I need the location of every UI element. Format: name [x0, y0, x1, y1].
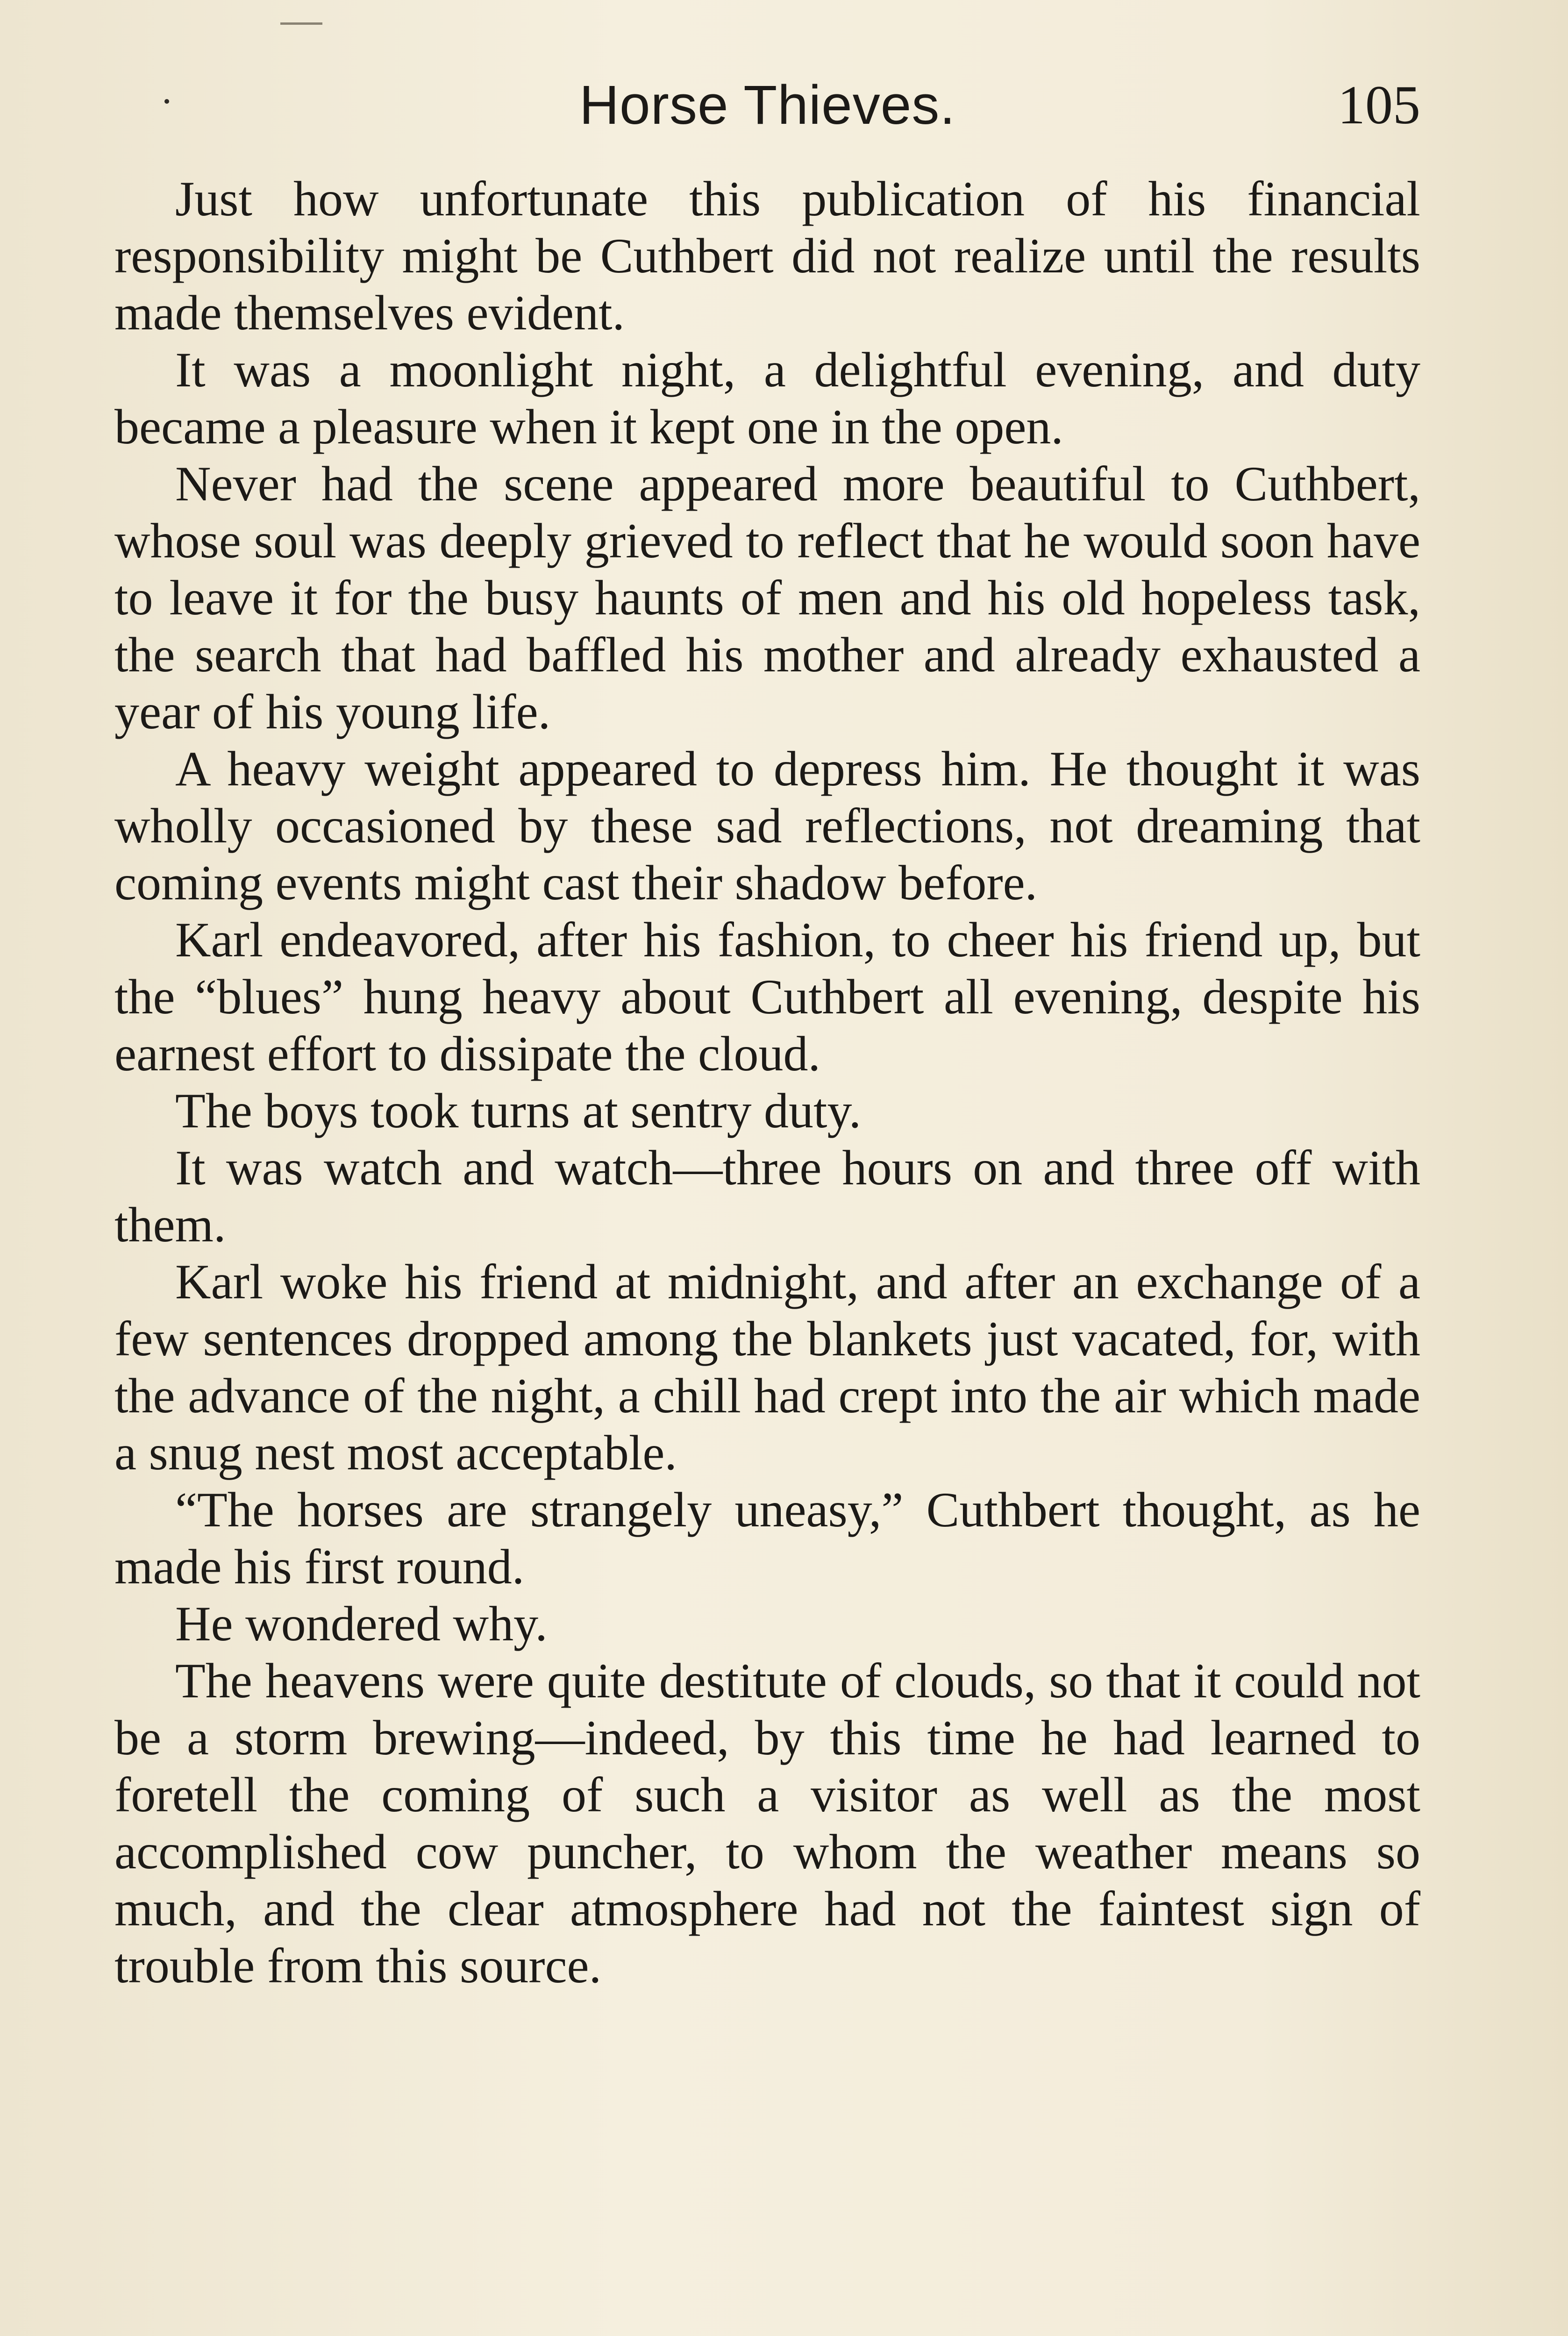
paragraph: The heavens were quite destitute of clouds, so that it could not be a storm brewing—indeed, by this time he had learned to foretell the coming of such a visitor as well as the most accomplished cow puncher, to whom the weather means so much, and the clear atmosphere had not the faintest sign of trouble from this source.: [114, 1653, 1420, 1993]
running-title: Horse Thieves.: [579, 74, 956, 136]
body-text: [114, 171, 1420, 1994]
paragraph: He wondered why.: [175, 1596, 548, 1651]
paragraph: A heavy weight appeared to depress him. He thought it was wholly occasioned by these sad reflections, not dreaming that coming events might cast their shadow before.: [114, 741, 1420, 910]
paragraph: It was a moonlight night, a delightful evening, and duty became a pleasure when it kept one in the open.: [114, 342, 1420, 454]
paragraph: Karl woke his friend at midnight, and after an exchange of a few sentences dropped among the blankets just vacated, for, with the advance of the night, a chill had crept into the air which made a snug nest most acceptable.: [114, 1254, 1420, 1480]
paragraph: Karl endeavored, after his fashion, to cheer his friend up, but the “blues” hung heavy about Cuthbert all evening, despite his earnest effort to dissipate the cloud.: [114, 912, 1420, 1081]
running-head: [114, 70, 1420, 140]
print-mark: [280, 22, 322, 25]
paragraph: Just how unfortunate this publication of his financial responsibility might be Cuthbert did not realize until the results made themselves evident.: [114, 171, 1420, 340]
paragraph: It was watch and watch—three hours on and three off with them.: [114, 1140, 1420, 1252]
paragraph: Never had the scene appeared more beautiful to Cuthbert, whose soul was deeply grieved to reflect that he would soon have to leave it for the busy haunts of men and his old hopeless task, the search that had baffled his mother and already exhausted a year of his young life.: [114, 456, 1420, 739]
paragraph: The boys took turns at sentry duty.: [175, 1083, 862, 1138]
page-number: 105: [1338, 74, 1420, 135]
paragraph: “The horses are strangely uneasy,” Cuthbert thought, as he made his first round.: [114, 1482, 1420, 1594]
